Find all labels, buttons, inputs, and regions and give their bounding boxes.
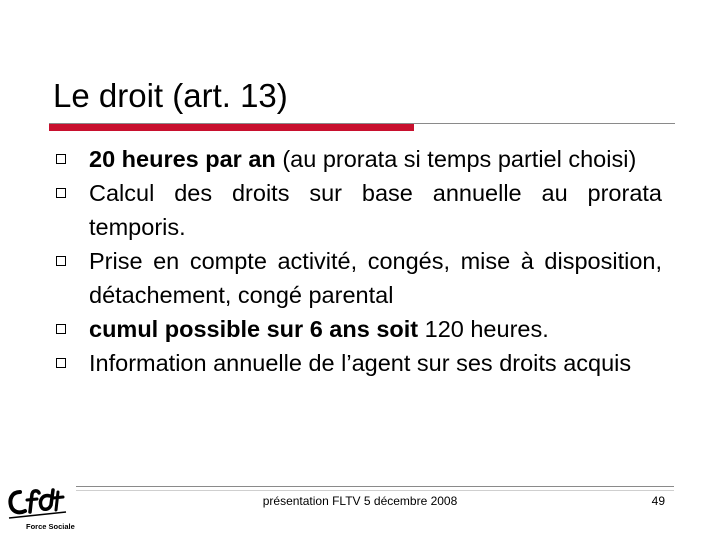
- bullet-text: Calcul des droits sur base annuelle au prorata temporis.: [89, 180, 662, 240]
- bullet-item: [50, 346, 662, 380]
- square-bullet-icon: [56, 154, 66, 164]
- bullet-item: [50, 312, 662, 346]
- bullet-item: [50, 244, 662, 312]
- footer-divider-secondary: [76, 490, 674, 491]
- bullet-text: (au prorata si temps partiel choisi): [275, 146, 637, 172]
- footer-divider: [76, 486, 674, 487]
- bullet-text: Prise en compte activité, congés, mise à disposition, détachement, congé parental: [89, 248, 662, 308]
- bullet-list: [50, 142, 662, 380]
- square-bullet-icon: [56, 358, 66, 368]
- bullet-bold: cumul possible sur 6 ans soit: [89, 316, 419, 342]
- title-accent-bar: [49, 124, 414, 131]
- square-bullet-icon: [56, 324, 66, 334]
- bullet-item: [50, 142, 662, 176]
- square-bullet-icon: [56, 188, 66, 198]
- slide-title: Le droit (art. 13): [53, 77, 288, 114]
- bullet-item: [50, 176, 662, 244]
- bullet-bold: 20 heures par an: [89, 146, 276, 172]
- cfdt-logo-icon: [6, 486, 75, 532]
- page-number: 49: [651, 494, 665, 508]
- footer-text: présentation FLTV 5 décembre 2008: [262, 494, 458, 508]
- bullet-text: Information annuelle de l’agent sur ses droits acquis: [89, 350, 632, 376]
- logo-tagline: Force Sociale: [26, 522, 75, 531]
- bullet-text: 120 heures.: [418, 316, 549, 342]
- square-bullet-icon: [56, 256, 66, 266]
